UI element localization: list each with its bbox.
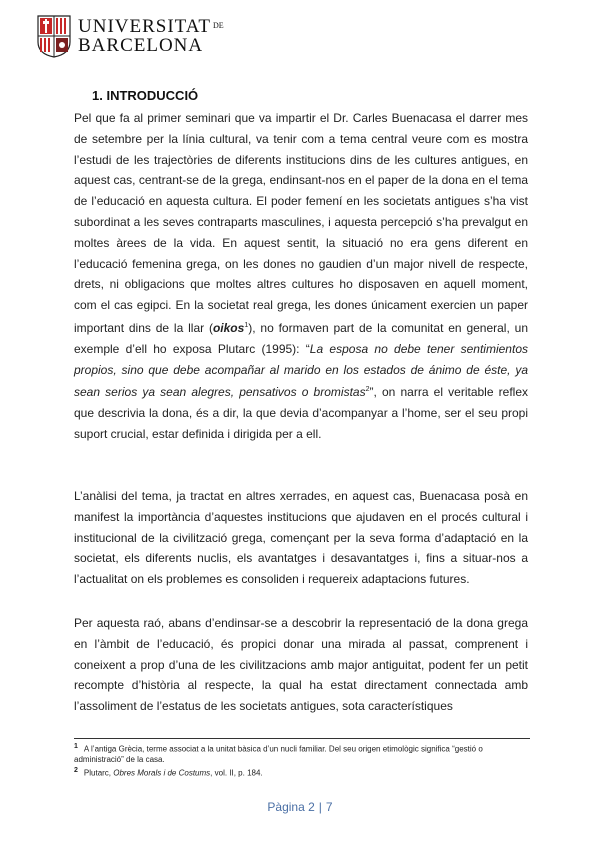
logo-de: DE — [212, 21, 224, 30]
p1-part1: Pel que fa al primer seminari que va impartir el Dr. Carles Buenacasa el darrer mes de setembre per la línia cultural, va tenir com a tema central veure com es mostra l’estudi de les trajectòries de diferents institucions dins de les cultures antigues, en aquest cas, centrant-se de la grega, endinsant-nos en el paper de la dona en el tema de l’educació en aquesta cultura. El poder femení en les societats antigues s’ha vist subordinat a les seves contraparts masculines, i aquesta percepció s’ha prevalgut en moltes àrees de la vida. En aquest sentit, la situació no era gens diferent en l’educació femenina grega, on les dones no gaudien d’un major nivell de respecte, drets, ni obligacions que moltes altres cultures ho disposaven en aquell moment, com el cas egipci. En la societat real grega, les dones únicament exercien un paper important dins de la llar ( — [74, 111, 528, 335]
p1-part2: ), no formaven part de la comunitat en general, un exemple d’ell ho exposa Plutarc (1995): “ — [74, 320, 529, 356]
footnote-1 — [74, 742, 530, 766]
footnotes — [74, 738, 530, 779]
section-heading: 1. INTRODUCCIÓ — [92, 88, 199, 103]
logo-line2: BARCELONA — [78, 35, 204, 56]
p1-part3: ”, on narra el veritable reflex que descrivia la dona, és a dir, la que devia d’acompanyar a l’home, ser el seu propi suport crucial, estar definida i dirigida per a ell. — [74, 385, 529, 441]
paragraph-3: Per aquesta raó, abans d’endinsar-se a descobrir la representació de la dona grega en l’àmbit de l’educació, és propici donar una mirada al passat, comprenent i coneixent a prop d’una de les civilitzacions amb major antiguitat, podent fer un petit recompte d’història al respecte, la qual ha estat directament connectada amb l’assoliment de l’estatus de les societats antigues, sota característiques — [74, 616, 528, 714]
plutarch-quote: La esposa no debe tener sentimientos propios, sino que debe acompañar al marido en los estados de ánimo de éste, ya sean serios ya sean alegres, pensativos o bromistas — [74, 341, 528, 400]
footnote-2 — [74, 766, 530, 779]
page-total: 7 — [325, 800, 333, 814]
page-separator: | — [318, 800, 322, 814]
footnote-ref-2[interactable]: 2 — [365, 386, 370, 394]
footnote-1-text: A l’antiga Grècia, terme associat a la unitat bàsica d’un nucli familiar. Del seu origen etimològic significa “gestió o administració” de la casa. — [74, 744, 483, 765]
footnote-2-title: Obres Morals i de Costums — [113, 768, 211, 778]
page-footer — [0, 800, 600, 814]
logo-line1: UNIVERSITAT — [78, 16, 211, 37]
university-logo — [36, 14, 226, 58]
logo-text — [78, 16, 224, 55]
page-label: Pàgina 2 — [267, 800, 315, 814]
footnote-2-number: 2 — [74, 766, 78, 774]
paragraph-2: L’anàlisi del tema, ja tractat en altres xerrades, en aquest cas, Buenacasa posà en manifest la importància d’aquestes institucions que ajudaven en el procés cultural i institucional de la civilització grega, començant per la seva forma d’adaptació en la societat, els diferents nuclis, els avantatges i desavantatges i, fins a situar-nos a l’actualitat on els problemes es consoliden i requereix adaptacions futures. — [74, 489, 528, 587]
paragraph-1 — [74, 108, 528, 445]
crest-icon — [36, 14, 72, 58]
footnote-2-pre: Plutarc, — [83, 768, 114, 778]
footnote-2-post: , vol. II, p. 184. — [210, 768, 263, 778]
footnote-1-number: 1 — [74, 743, 78, 750]
footnote-ref-1[interactable]: 1 — [244, 321, 249, 329]
oikos-term: oikos — [212, 320, 245, 335]
